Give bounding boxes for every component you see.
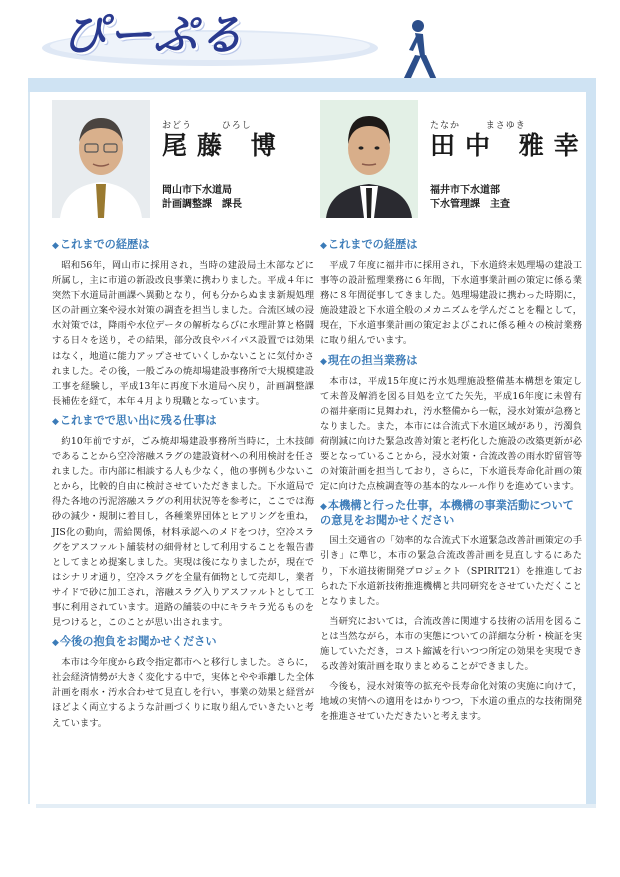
portrait-photo — [320, 100, 418, 218]
affiliation-org: 福井市下水道部 — [430, 185, 500, 196]
section-paragraph: 本市は今年度から政令指定都市へと移行しました。さらに，社会経済情勢が大きく変化する中で，実体とやや乖離した全体計画を雨水・汚水合わせて見直しを行い，事業の効果と経営がほどよく両立するような計画づくりに取り組んでいきたいと考えています。 — [52, 657, 314, 729]
ruby-surname: おどう — [162, 121, 193, 131]
person-name: 田中 雅幸 — [430, 131, 589, 160]
diamond-bullet-icon: ◆ — [320, 241, 327, 251]
section-paragraph: 約10年前ですが，ごみ焼却場建設事務所当時に，土木技師であることから空冷溶融スラグの建設資材への利用検討を任されました。市内部に相談する人も少なく，他の事例も少ないことから，比較的自由に検討させていただきました。下水道局で得た各地の汚泥溶融スラグの利用状況等を参考に，ここでは海砂の減少・規制に着目し，各種業界団体とヒアリングを重ね，JIS化の動向，需給関係，材料承認へのメドをつけ，空冷スラグをアスファルト舗装材の細骨材として利用することを報告書としてまとめ提案しました。実現は後になりましたが，現在ではシナリオ通り，空冷スラグを全量有価物として売却し，業者サイドで砂に加工され，溶融スラグ入りアスファルトとして工事に利用されています。道路の舗装の中にキラキラ光るものを見つけると，このことが思い出されます。 — [52, 435, 314, 629]
name-ruby — [162, 118, 286, 131]
section-paragraph: 平成７年度に福井市に採用され，下水道終末処理場の建設工事等の設計監理業務に６年間，下水道事業計画の策定に係る業務に８年間従事してきました。処理場建設に携わった時期に，施設建設と下水道全般のメカニズムを学んだことを糧として，現在，下水道事業計画の策定およびこれに係る種々の検討業務に取り組んでいます。 — [320, 260, 582, 347]
affiliation-title: 下水管理課 主査 — [430, 199, 510, 210]
section-heading: ◆これまでの経歴は — [52, 238, 150, 251]
section-paragraph: 本市は，平成15年度に汚水処理施設整備基本構想を策定して未普及解消を図る目処を立てた矢先，平成16年度に未曾有の福井豪雨に見舞われ，汚水整備から一転，浸水対策が急務となりました。また，本市には合流式下水道区域があり，汚濁負荷削減に向けた緊急改善対策と老朽化した施設の改築更新が必要となっていることから，浸水対策・合流改善の雨水貯留管等の対策計画を担当しており，さらに，下水道長寿命化計画の策定に向けた点検調査等の基本的なルール作りを進めています。 — [320, 375, 582, 493]
ruby-surname: たなか — [430, 121, 461, 131]
diamond-bullet-icon: ◆ — [52, 241, 59, 251]
header-band — [28, 78, 596, 92]
section-heading: ◆これまでで思い出に残る仕事は — [52, 413, 217, 427]
affiliation-org: 岡山市下水道局 — [162, 185, 232, 196]
diamond-bullet-icon: ◆ — [320, 502, 327, 513]
name-ruby — [430, 118, 589, 131]
section-heading: ◆現在の担当業務は — [320, 353, 418, 367]
affiliation-title: 計画調整課 課長 — [162, 199, 242, 210]
profile-left — [52, 100, 317, 230]
column-left — [52, 238, 314, 736]
profile-right — [320, 100, 589, 230]
ruby-given: まさゆき — [485, 121, 526, 131]
panel-shadow — [36, 804, 596, 808]
section-paragraph: 当研究においては，合流改善に関連する技術の活用を図ることは当然ながら，本市の実態についての詳細な分析・検証を実施していただき，コスト縮減を行いつつ所定の効果を実現できる改善対策計画を取りまとめることができました。 — [320, 615, 582, 673]
diamond-bullet-icon: ◆ — [52, 416, 59, 427]
logo-title: ぴーぷる — [62, 10, 246, 61]
column-right — [320, 238, 582, 729]
name-block — [430, 118, 589, 161]
section-heading: ◆本機構と行った仕事，本機構の事業活動についての意見をお聞かせください — [320, 499, 574, 528]
section-heading: ◆今後の抱負をお聞かせください — [52, 635, 217, 649]
name-block — [162, 118, 286, 161]
portrait-photo — [52, 100, 150, 218]
section-paragraph: 国土交通省の「効率的な合流式下水道緊急改善計画策定の手引き」に準じ，本市の緊急合流改善計画を見直しするにあたり，下水道技術開発プロジェクト（SPIRIT21）を推進しておられた下水道新技術推進機構と共同研究をさせていただくこととなりました。 — [320, 535, 582, 607]
diamond-bullet-icon: ◆ — [52, 638, 59, 649]
section-heading: ◆これまでの経歴は — [320, 238, 418, 251]
ruby-given: ひろし — [221, 121, 252, 131]
section-paragraph: 昭和56年，岡山市に採用され，当時の建設局土木部などに所属し，主に市道の新設改良事業に携わりました。平成４年に突然下水道局計画課へ異動となり，何も分からぬまま新規処理区の計画立案や浸水対策の調査を担当しました。合流区域の浸水対策では，降雨や水位データの解析ならびに水理計算と格闘する日々を送り，その結果，部分改良やバイパス設置では効果はなく，地道に能力アップさせていくしかないことに気付かされました。その後，一般ごみの焼却場建設事務所で大規模建設工事を経験し，平成13年に再度下水道局へ戻り，計画調整課長補佐を経て，本年４月より現職となっています。 — [52, 260, 314, 407]
diamond-bullet-icon: ◆ — [320, 356, 327, 367]
person-name: 尾藤 博 — [162, 131, 286, 160]
section-paragraph: 今後も，浸水対策等の拡充や長寿命化対策の実施に向けて，地域の実情への適用をはかりつつ，下水道の重点的な技術開発を推進させていただきたいと考えます。 — [320, 681, 582, 723]
masthead — [0, 0, 620, 90]
